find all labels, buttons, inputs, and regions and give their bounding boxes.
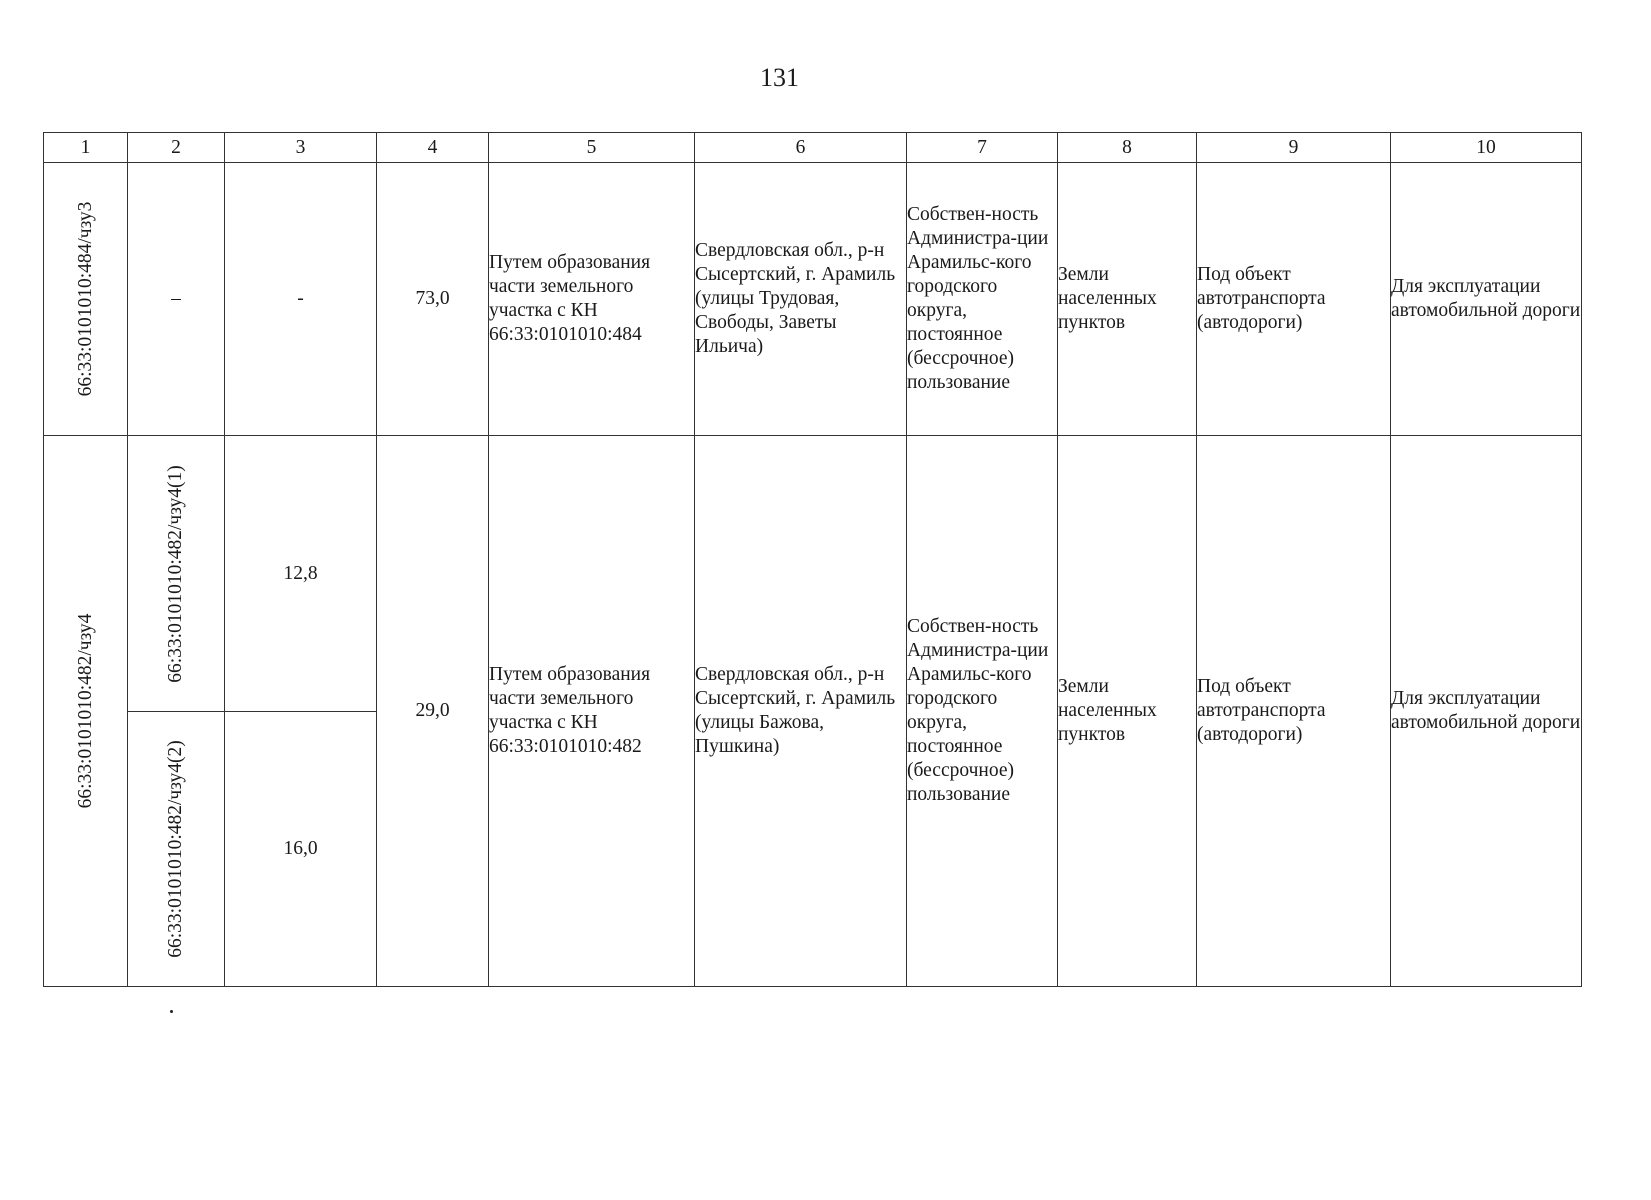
column-number: 8 — [1058, 133, 1197, 163]
sub-area-cell: 12,8 — [225, 436, 377, 712]
land-parcel-table — [43, 132, 1582, 987]
method-cell: Путем образования части земельного участка с КН 66:33:0101010:482 — [489, 436, 695, 987]
sub-area-cell: - — [225, 163, 377, 436]
column-number: 4 — [377, 133, 489, 163]
method-cell: Путем образования части земельного участка с КН 66:33:0101010:484 — [489, 163, 695, 436]
sub-area-cell: 16,0 — [225, 712, 377, 987]
sub-zone-id: 66:33:0101010:482/чзу4(1) — [165, 464, 186, 683]
ownership-cell: Собствен-ность Администра-ции Арамильс-кого городского округа, постоянное (бессрочное) пользование — [907, 163, 1058, 436]
zone-id: 66:33:0101010:484/чзу3 — [74, 201, 96, 397]
zone-id: 66:33:0101010:482/чзу4 — [74, 613, 96, 809]
area-cell: 29,0 — [377, 436, 489, 987]
sub-zone-cell: – — [128, 163, 225, 436]
table-row — [44, 436, 1582, 712]
purpose-cell: Под объект автотранспорта (автодороги) — [1197, 436, 1391, 987]
land-category-cell: Земли населенных пунктов — [1058, 163, 1197, 436]
column-number: 1 — [44, 133, 128, 163]
land-category-cell: Земли населенных пунктов — [1058, 436, 1197, 987]
table-row — [44, 163, 1582, 436]
page-number: 131 — [760, 63, 799, 92]
column-number: 7 — [907, 133, 1058, 163]
ownership-cell: Собствен-ность Администра-ции Арамильс-кого городского округа, постоянное (бессрочное) пользование — [907, 436, 1058, 987]
zone-id-cell — [44, 163, 128, 436]
column-number: 9 — [1197, 133, 1391, 163]
column-number: 3 — [225, 133, 377, 163]
use-cell: Для эксплуатации автомобильной дороги — [1391, 163, 1582, 436]
column-number-row — [44, 133, 1582, 163]
use-cell: Для эксплуатации автомобильной дороги — [1391, 436, 1582, 987]
column-number: 10 — [1391, 133, 1582, 163]
column-number: 6 — [695, 133, 907, 163]
stray-dot — [170, 1010, 173, 1013]
zone-id-cell — [44, 436, 128, 987]
area-cell: 73,0 — [377, 163, 489, 436]
sub-zone-cell — [128, 436, 225, 712]
sub-zone-id: 66:33:0101010:482/чзу4(2) — [165, 740, 186, 958]
sub-zone-cell — [128, 712, 225, 987]
column-number: 2 — [128, 133, 225, 163]
address-cell: Свердловская обл., р-н Сысертский, г. Арамиль (улицы Бажова, Пушкина) — [695, 436, 907, 987]
address-cell: Свердловская обл., р-н Сысертский, г. Арамиль (улицы Трудовая, Свободы, Заветы Ильича) — [695, 163, 907, 436]
purpose-cell: Под объект автотранспорта (автодороги) — [1197, 163, 1391, 436]
column-number: 5 — [489, 133, 695, 163]
